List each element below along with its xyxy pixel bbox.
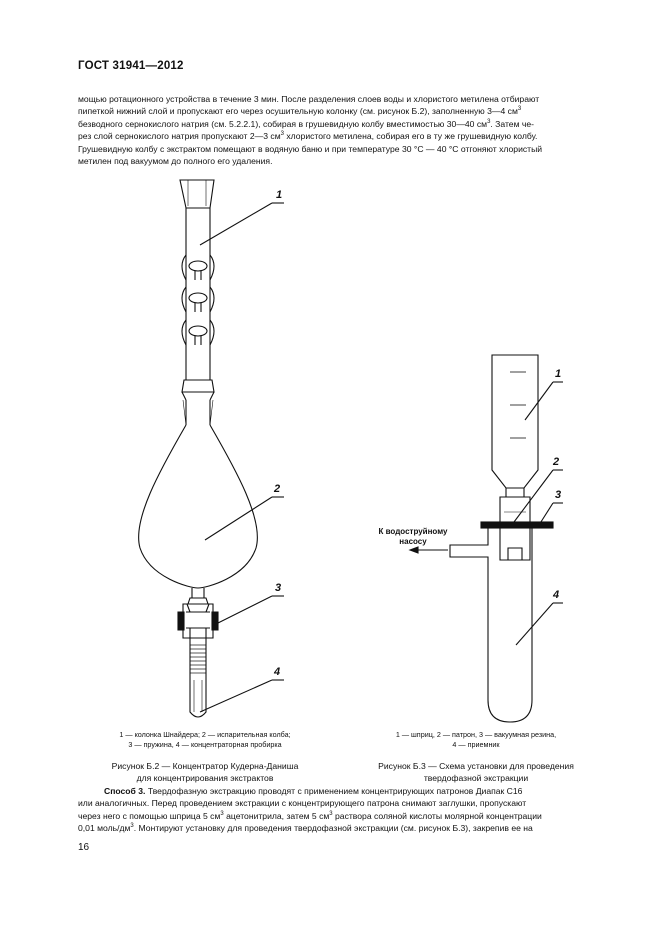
fig3-label-3: 3 [555,489,562,501]
fig2-label-3: 3 [275,582,282,594]
snyder-ball-1 [182,255,214,280]
fig3-legend: 1 — шприц, 2 — патрон, 3 — вакуумная резина, 4 — приемник [395,730,557,749]
fig2-label-1: 1 [276,189,283,201]
text-line: безводного сернокислого натрия (см. 5.2.2.1), собирая в грушевидную колбу вместимостью 30—40 $см^3$. Затем че- [78,118,534,129]
text-line: через него с помощью шприца 5 $см^3$ ацетонитрила, затем 5 $см^3$ раствора соляной кислоты молярной концентрации [78,810,542,821]
fig2-legend: 1 — колонка Шнайдера; 2 — испарительная колба; 3 — пружина, 4 — концентраторная пробирка [119,730,291,749]
fig3-label-2: 2 [553,456,560,468]
text-line: 0,01 моль/$дм^3$. Монтируют установку для проведения твердофазной экстракции (см. рисунок Б.3), закрепив ее на [78,823,533,834]
fig3-label-4: 4 [553,589,560,601]
fig2-label-2: 2 [274,483,281,495]
fig3-caption: Рисунок Б.3 — Схема установки для проведения твердофазной экстракции [378,761,574,783]
text-line: метилен под вакуумом до полного его удаления. [78,156,273,167]
fig3-label-1: 1 [555,368,562,380]
paragraph-method-3 [78,785,584,835]
vacuum-pump-arrow-label: К водоструйному насосу [378,527,448,546]
text-line: Способ 3. Твердофазную экстракцию проводят с применением концентрирующих патронов Диапак С16 [104,786,523,796]
snyder-ball-2 [182,287,214,312]
page-number: 16 [78,842,90,853]
text-line: или аналогичных. Перед проведением экстракции с концентрирующего патрона снимают заглушки, пропускают [78,798,527,809]
text-line: Грушевидную колбу с экстрактом помещают в водяную баню и при температуре 30 °С — 40 °С отгоняют хлористый [78,143,543,154]
text-line: пипеткой нижний слой и пропускают его через осушительную колонку (см. рисунок Б.2), заполненную 3—4 $см^3$ [78,106,522,117]
document-header: ГОСТ 31941—2012 [78,60,184,72]
fig2-label-4: 4 [274,666,281,678]
text-line: мощью ротационного устройства в течение 3 мин. После разделения слоев воды и хлористого метилена отбирают [78,94,540,104]
text-line: рез слой сернокислого натрия пропускают 2—3 $см^3$ хлористого метилена, собирая его в ту же грушевидную колбу. [78,131,538,142]
snyder-ball-3 [182,320,214,345]
kuderna-danish-concentrator-drawing [139,180,284,717]
fig2-caption: Рисунок Б.2 — Концентратор Кудерна-Даниша для концентрирования экстрактов [111,761,299,783]
